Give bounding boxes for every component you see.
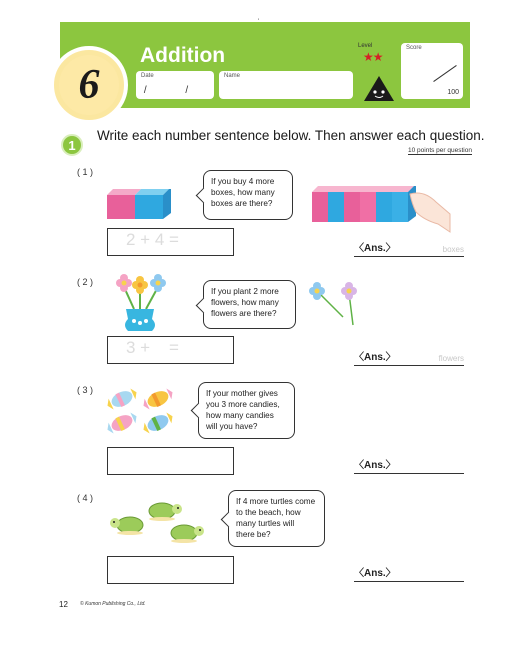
question-line: If your mother gives bbox=[206, 389, 278, 398]
question-line: many turtles will bbox=[236, 519, 295, 528]
answer-label: 〈Ans.〉 bbox=[354, 243, 396, 254]
answer-unit: boxes bbox=[442, 245, 464, 254]
question-line: will you have? bbox=[206, 422, 258, 431]
answer-line[interactable] bbox=[354, 457, 464, 474]
question-line: boxes are there? bbox=[211, 199, 273, 208]
boxes-with-hand-icon bbox=[312, 180, 452, 240]
boxes-icon bbox=[107, 183, 171, 219]
flower-vase-icon bbox=[108, 273, 172, 333]
score-field[interactable] bbox=[401, 43, 463, 99]
score-label: Score bbox=[406, 45, 422, 51]
date-value: / / bbox=[143, 85, 207, 96]
date-field[interactable] bbox=[136, 71, 214, 99]
page-number: 12 bbox=[59, 600, 68, 609]
turtles-icon bbox=[104, 497, 208, 547]
answer-input[interactable] bbox=[107, 447, 234, 475]
unit-badge bbox=[50, 46, 128, 124]
question-line: how many candies bbox=[206, 411, 274, 420]
answer-label: 〈Ans.〉 bbox=[354, 460, 396, 471]
answer-line[interactable] bbox=[354, 349, 464, 366]
question-line: you 3 more candies, bbox=[206, 400, 280, 409]
name-label: Name bbox=[224, 73, 241, 79]
candies-icon bbox=[106, 385, 174, 437]
points-note: 10 points per question bbox=[408, 147, 472, 154]
question-line: If you plant 2 more bbox=[211, 287, 279, 296]
answer-line[interactable] bbox=[354, 240, 464, 257]
number-sentence-hint: 2 + 4 = bbox=[126, 230, 179, 249]
problem-number: ( 1 ) bbox=[77, 167, 94, 177]
instruction: Write each number sentence below. Then answer each question. bbox=[97, 128, 485, 143]
question-line: flowers, how many bbox=[211, 298, 279, 307]
answer-input[interactable] bbox=[107, 336, 234, 364]
question-bubble bbox=[198, 382, 295, 439]
level-label: Level bbox=[358, 43, 373, 49]
number-sentence-hint: 3 + = bbox=[126, 338, 179, 357]
answer-line[interactable] bbox=[354, 565, 464, 582]
problem-number: ( 3 ) bbox=[77, 385, 94, 395]
problem-number: ( 4 ) bbox=[77, 493, 94, 503]
publisher-credit: © Kumon Publishing Co., Ltd. bbox=[80, 601, 146, 607]
date-label: Date bbox=[141, 73, 154, 79]
page-title: Addition bbox=[140, 44, 226, 67]
answer-unit: flowers bbox=[438, 354, 464, 363]
question-bubble bbox=[203, 280, 296, 329]
section-number: 1 bbox=[61, 134, 83, 156]
unit-number: 6 bbox=[59, 55, 119, 115]
question-line: flowers are there? bbox=[211, 309, 277, 318]
question-bubble bbox=[203, 170, 293, 220]
question-line: there be? bbox=[236, 530, 271, 539]
question-line: to the beach, how bbox=[236, 508, 301, 517]
level-mountain-icon bbox=[362, 74, 396, 102]
answer-input[interactable] bbox=[107, 556, 234, 584]
problem-number: ( 2 ) bbox=[77, 277, 94, 287]
level-stars: ★★ bbox=[363, 50, 383, 64]
score-max: 100 bbox=[447, 89, 459, 96]
score-divider bbox=[433, 65, 457, 82]
name-field[interactable] bbox=[219, 71, 353, 99]
question-bubble bbox=[228, 490, 325, 547]
answer-label: 〈Ans.〉 bbox=[354, 352, 396, 363]
answer-input[interactable] bbox=[107, 228, 234, 256]
question-line: If you buy 4 more bbox=[211, 177, 275, 186]
answer-label: 〈Ans.〉 bbox=[354, 568, 396, 579]
question-line: boxes, how many bbox=[211, 188, 275, 197]
two-flowers-icon bbox=[305, 279, 365, 327]
question-line: If 4 more turtles come bbox=[236, 497, 316, 506]
